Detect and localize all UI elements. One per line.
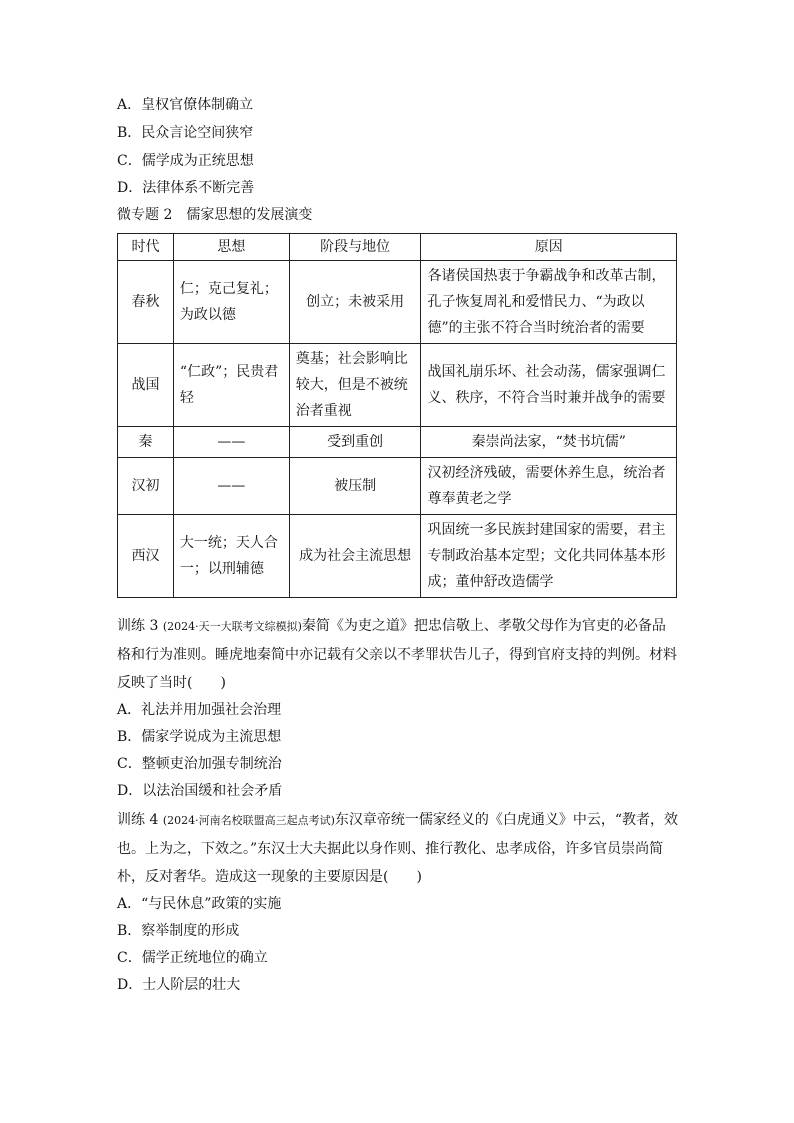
cell-thought: 大一统；天人合一；以刑辅德 [173, 515, 289, 598]
header-era: 时代 [118, 234, 174, 261]
q3-option-b: B．儒家学说成为主流思想 [117, 729, 282, 745]
q4-option-b: B．察举制度的形成 [117, 923, 240, 939]
cell-era: 春秋 [118, 261, 174, 344]
cell-thought: —— [173, 427, 289, 458]
question-4-label: 训练 4 [117, 812, 159, 828]
question-4 [117, 806, 679, 891]
cell-era: 秦 [118, 427, 174, 458]
cell-era: 汉初 [118, 458, 174, 515]
cell-stage: 奠基；社会影响比较大，但是不被统治者重视 [289, 344, 421, 427]
question-3-text: 秦简《为吏之道》把忠信敬上、孝敬父母作为官吏的必备品格和行为准则。睡虎地秦简中亦记载有父亲以不孝罪状告儿子，得到官府支持的判例。材料反映了当时( ) [117, 618, 677, 691]
confucian-development-table [117, 233, 677, 598]
cell-reason: 各诸侯国热衷于争霸战争和改革古制，孔子恢复周礼和爱惜民力、“为政以德”的主张不符合当时统治者的需要 [421, 261, 677, 344]
q3-option-a: A．礼法并用加强社会治理 [117, 702, 282, 718]
cell-era: 西汉 [118, 515, 174, 598]
section-title: 微专题 2 儒家思想的发展演变 [117, 207, 313, 223]
question-3-source: (2024·天一大联考文综模拟) [162, 620, 302, 633]
option-b: B．民众言论空间狭窄 [117, 125, 254, 141]
table-row [118, 344, 677, 427]
question-3 [117, 612, 679, 697]
table-row [118, 515, 677, 598]
cell-reason: 巩固统一多民族封建国家的需要，君主专制政治基本定型；文化共同体基本形成；董仲舒改造儒学 [421, 515, 677, 598]
cell-reason: 战国礼崩乐坏、社会动荡，儒家强调仁义、秩序，不符合当时兼并战争的需要 [421, 344, 677, 427]
table-row [118, 427, 677, 458]
cell-stage: 受到重创 [289, 427, 421, 458]
table-row [118, 458, 677, 515]
cell-era: 战国 [118, 344, 174, 427]
cell-stage: 被压制 [289, 458, 421, 515]
q4-option-a: A．“与民休息”政策的实施 [117, 896, 282, 912]
cell-thought: “仁政”；民贵君轻 [173, 344, 289, 427]
table-row [118, 261, 677, 344]
cell-stage: 成为社会主流思想 [289, 515, 421, 598]
cell-thought: 仁；克己复礼；为政以德 [173, 261, 289, 344]
option-d: D．法律体系不断完善 [117, 180, 255, 196]
q4-option-d: D．士人阶层的壮大 [117, 977, 241, 993]
cell-thought: —— [173, 458, 289, 515]
cell-stage: 创立；未被采用 [289, 261, 421, 344]
question-4-source: (2024·河南名校联盟高三起点考试) [162, 814, 335, 827]
header-stage: 阶段与地位 [289, 234, 421, 261]
cell-reason: 秦崇尚法家，“焚书坑儒” [421, 427, 677, 458]
cell-reason: 汉初经济残破，需要休养生息，统治者尊奉黄老之学 [421, 458, 677, 515]
table-header-row [118, 234, 677, 261]
header-thought: 思想 [173, 234, 289, 261]
q3-option-c: C．整顿吏治加强专制统治 [117, 756, 282, 772]
option-a: A．皇权官僚体制确立 [117, 97, 254, 113]
header-reason: 原因 [421, 234, 677, 261]
question-3-label: 训练 3 [117, 618, 159, 634]
question-4-text: 东汉章帝统一儒家经义的《白虎通义》中云，“教者，效也。上为之，下效之。”东汉士大夫据此以身作则、推行教化、忠孝成俗，许多官员崇尚简朴，反对奢华。造成这一现象的主要原因是( ) [117, 812, 679, 885]
q4-option-c: C．儒学正统地位的确立 [117, 950, 268, 966]
option-c: C．儒学成为正统思想 [117, 153, 254, 169]
q3-option-d: D．以法治国缓和社会矛盾 [117, 783, 283, 799]
